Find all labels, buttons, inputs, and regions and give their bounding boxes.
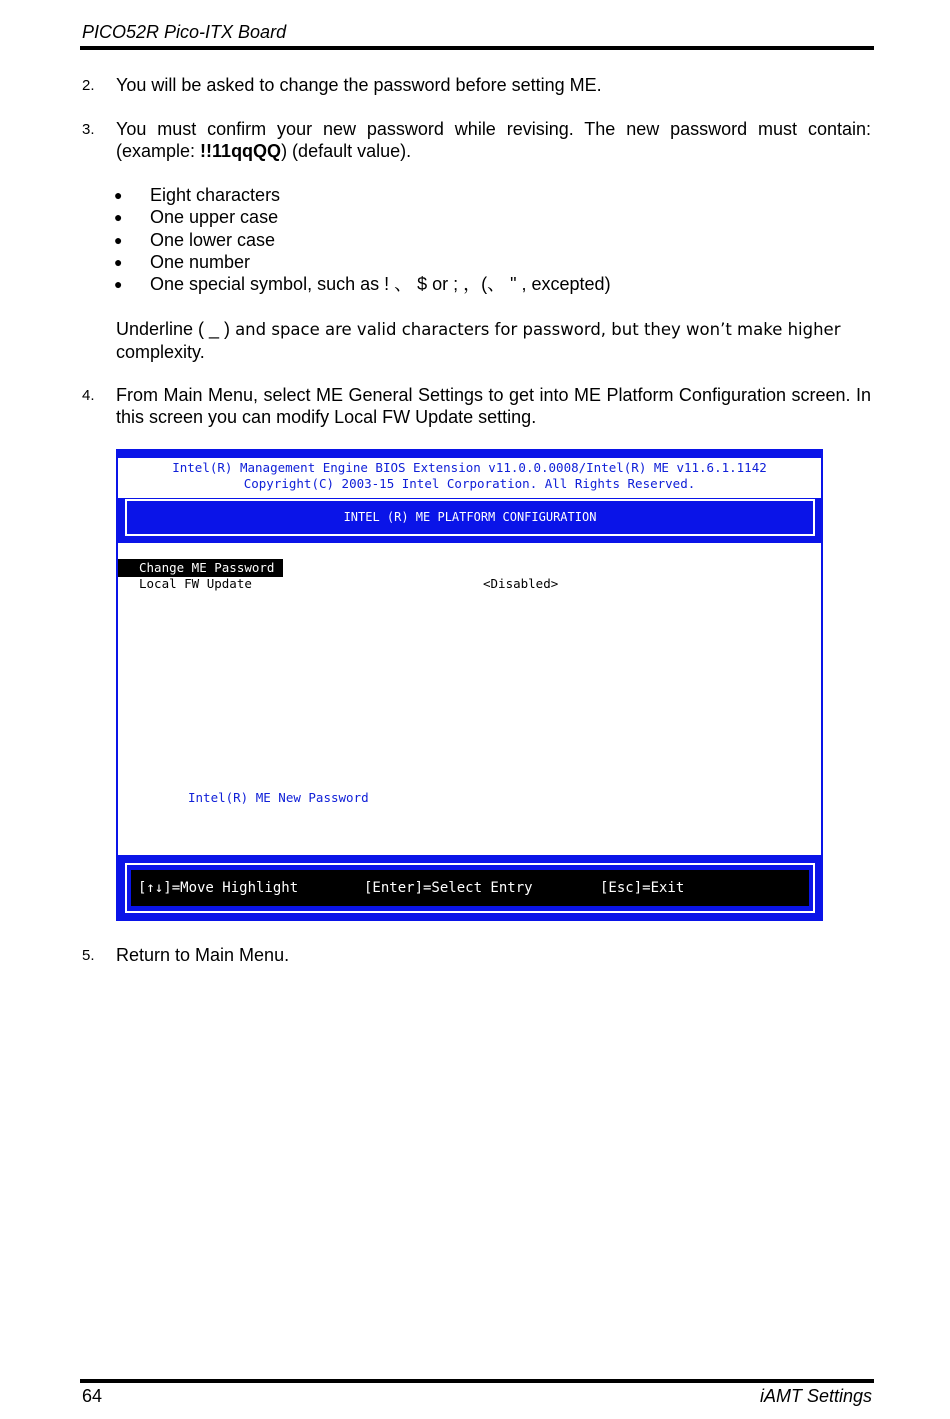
password-example: !!11qqQQ — [200, 141, 282, 161]
step-text-a: You must confirm your new password while revising. The new password must contain: (example: — [116, 119, 871, 161]
bios-copyright-line: Copyright(C) 2003-15 Intel Corporation. All Rights Reserved. — [243, 476, 696, 491]
bullet-icon: ● — [114, 209, 123, 226]
list-item — [0, 229, 950, 251]
list-item-text: One special symbol, such as ! 、 $ or ; ，(、 " , excepted) — [150, 274, 611, 295]
list-item — [0, 273, 950, 295]
step-number: 3. — [82, 121, 95, 138]
list-item-text: One lower case — [150, 229, 276, 250]
step-number: 2. — [82, 77, 95, 94]
step-number: 4. — [82, 387, 95, 404]
local-fw-update-value[interactable]: <Disabled> — [483, 576, 559, 591]
page-number: 64 — [82, 1386, 103, 1406]
bullet-icon: ● — [114, 253, 123, 270]
step-text — [116, 118, 871, 162]
list-item-text: One number — [150, 251, 251, 272]
menu-item-local-fw-update[interactable]: Local FW Update — [139, 576, 252, 591]
key-exit: [Esc]=Exit — [600, 880, 685, 896]
running-header: PICO52R Pico-ITX Board — [82, 22, 287, 42]
bios-version-line: Intel(R) Management Engine BIOS Extension v11.0.0.0008/Intel(R) ME v11.6.1.1142 — [172, 460, 767, 475]
list-item-text: One upper case — [150, 207, 279, 228]
list-item — [0, 251, 950, 273]
note-mono: and space are valid characters for password, but they won’t make higher — [235, 320, 841, 339]
note-tail: complexity. — [116, 342, 205, 362]
bios-title-bar: INTEL (R) ME PLATFORM CONFIGURATION — [125, 499, 815, 536]
requirements-list — [0, 184, 950, 295]
step-number: 5. — [82, 947, 95, 964]
list-item-text: Eight characters — [150, 185, 281, 205]
key-select-entry: [Enter]=Select Entry — [364, 880, 533, 896]
key-move-highlight: [↑↓]=Move Highlight — [138, 880, 299, 896]
bios-screenshot — [116, 449, 823, 921]
bullet-icon: ● — [114, 276, 123, 293]
step-text: Return to Main Menu. — [116, 945, 290, 965]
bios-keyhelp-inner — [131, 870, 809, 906]
step-text: From Main Menu, select ME General Settings to get into ME Platform Configuration screen. In this screen you can modify Local FW Update setting. — [116, 385, 871, 427]
bios-header-panel — [118, 458, 821, 498]
step-text-b: ) (default value). — [281, 141, 412, 161]
note-lead: Underline ( _ ) — [116, 319, 236, 339]
bios-help-text: Intel(R) ME New Password — [188, 790, 369, 805]
menu-item-change-me-password[interactable]: Change ME Password — [118, 559, 283, 577]
bios-menu-area — [118, 543, 821, 855]
header-rule — [80, 46, 874, 50]
footer-rule — [80, 1379, 874, 1383]
bullet-icon: ● — [114, 231, 123, 248]
section-title: iAMT Settings — [759, 1386, 872, 1406]
list-item — [0, 184, 950, 206]
underline-note — [116, 318, 871, 363]
bullet-icon: ● — [114, 187, 123, 203]
step-text: You will be asked to change the password before setting ME. — [116, 75, 602, 95]
bios-keyhelp-bar — [125, 863, 815, 913]
list-item — [0, 206, 950, 228]
